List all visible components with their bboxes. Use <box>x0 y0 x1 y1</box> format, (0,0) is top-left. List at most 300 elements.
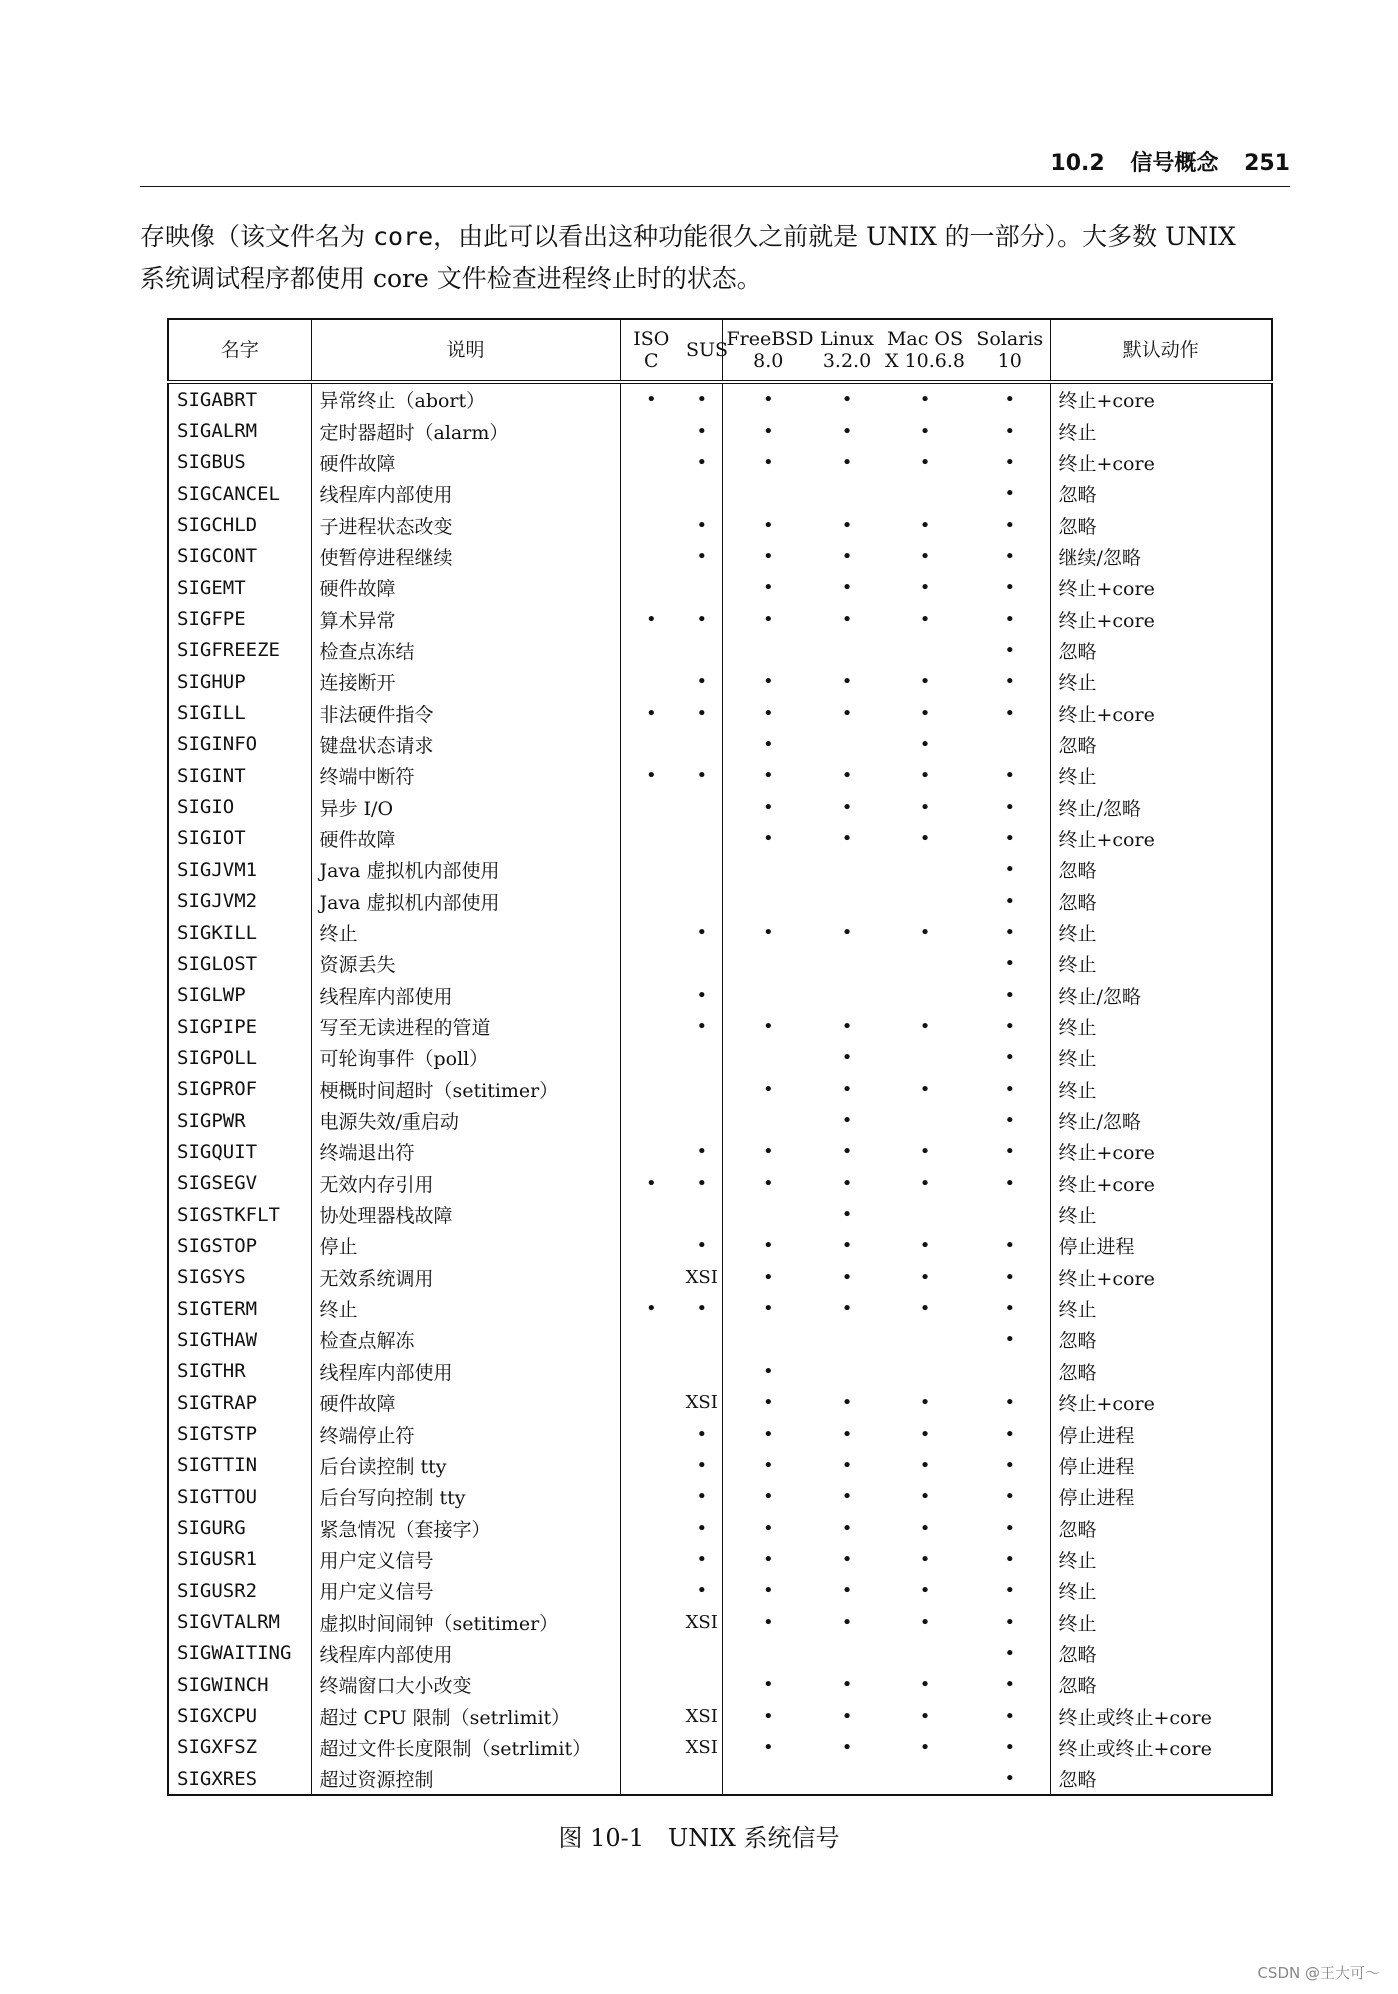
cell-action: 忽略 <box>1050 478 1272 509</box>
cell-sus: • <box>682 1418 722 1449</box>
cell-solaris: • <box>970 917 1050 948</box>
cell-desc: 非法硬件指令 <box>311 697 620 728</box>
cell-isoc <box>620 1638 682 1669</box>
table-row <box>168 697 1272 728</box>
cell-desc: 终端退出符 <box>311 1136 620 1167</box>
table-row <box>168 1168 1272 1199</box>
cell-linux: • <box>841 1172 853 1194</box>
cell-name: SIGCONT <box>168 541 311 572</box>
table-row <box>168 572 1272 603</box>
cell-action: 终止+core <box>1050 823 1272 854</box>
cell-freebsd: • <box>722 1606 814 1637</box>
cell-linux: • <box>841 765 853 787</box>
cell-name: SIGBUS <box>168 447 311 478</box>
cell-macos: • <box>919 1235 931 1257</box>
cell-macos <box>880 948 970 979</box>
cell-action: 忽略 <box>1050 1638 1272 1669</box>
cell-desc: 终端停止符 <box>311 1418 620 1449</box>
cell-linux: • <box>841 514 853 536</box>
cell-isoc <box>620 572 682 603</box>
cell-action: 终止+core <box>1050 1168 1272 1199</box>
cell-macos <box>880 1763 970 1795</box>
table-row <box>168 635 1272 666</box>
cell-desc: 终端中断符 <box>311 760 620 791</box>
cell-solaris: • <box>970 1638 1050 1669</box>
cell-solaris: • <box>970 541 1050 572</box>
cell-macos <box>880 1199 970 1230</box>
cell-action: 忽略 <box>1050 635 1272 666</box>
cell-sus: XSI <box>682 1700 722 1731</box>
cell-isoc <box>620 1700 682 1731</box>
cell-action: 终止/忽略 <box>1050 980 1272 1011</box>
cell-freebsd: • <box>722 1136 814 1167</box>
cell-linux: • <box>841 1266 853 1288</box>
cell-name: SIGSTOP <box>168 1230 311 1261</box>
cell-isoc <box>620 1512 682 1543</box>
cell-linux: • <box>841 1298 853 1320</box>
cell-freebsd: • <box>722 447 814 478</box>
page-number: 251 <box>1244 151 1290 176</box>
cell-isoc <box>620 1262 682 1293</box>
cell-solaris: • <box>970 1606 1050 1637</box>
cell-freebsd: • <box>722 1230 814 1261</box>
cell-solaris <box>970 1199 1050 1230</box>
cell-linux: • <box>841 702 853 724</box>
cell-linux: • <box>841 796 853 818</box>
cell-macos: • <box>919 1172 931 1194</box>
cell-linux <box>814 1356 880 1387</box>
cell-sus: • <box>682 1011 722 1042</box>
cell-sus <box>682 1763 722 1795</box>
cell-freebsd: • <box>722 509 814 540</box>
cell-sus <box>682 823 722 854</box>
cell-linux: • <box>841 1486 853 1508</box>
table-row <box>168 1356 1272 1387</box>
cell-isoc <box>620 1418 682 1449</box>
cell-linux: • <box>841 1110 853 1132</box>
cell-sus: • <box>682 1230 722 1261</box>
cell-name: SIGCHLD <box>168 509 311 540</box>
cell-macos <box>880 635 970 666</box>
cell-action: 终止 <box>1050 666 1272 697</box>
cell-solaris: • <box>970 980 1050 1011</box>
cell-freebsd: • <box>722 541 814 572</box>
cell-sus <box>682 886 722 917</box>
cell-linux: • <box>841 1141 853 1163</box>
cell-desc: 后台写向控制 tty <box>311 1481 620 1512</box>
cell-name: SIGINFO <box>168 729 311 760</box>
table-row <box>168 1700 1272 1731</box>
header-macos: Mac OS X 10.6.8 <box>880 319 970 382</box>
cell-sus <box>682 1638 722 1669</box>
cell-name: SIGABRT <box>168 382 311 415</box>
cell-desc: 用户定义信号 <box>311 1575 620 1606</box>
cell-name: SIGALRM <box>168 415 311 446</box>
cell-name: SIGUSR2 <box>168 1575 311 1606</box>
cell-freebsd <box>722 948 814 979</box>
cell-solaris: • <box>970 1262 1050 1293</box>
cell-isoc <box>620 478 682 509</box>
cell-sus: XSI <box>682 1387 722 1418</box>
cell-freebsd <box>722 1199 814 1230</box>
table-row <box>168 760 1272 791</box>
cell-isoc <box>620 1544 682 1575</box>
cell-solaris <box>970 1356 1050 1387</box>
table-row <box>168 541 1272 572</box>
cell-desc: 紧急情况（套接字） <box>311 1512 620 1543</box>
cell-freebsd: • <box>722 382 814 415</box>
cell-sus: • <box>682 509 722 540</box>
cell-solaris: • <box>970 1669 1050 1700</box>
cell-name: SIGKILL <box>168 917 311 948</box>
table-row <box>168 729 1272 760</box>
cell-sus <box>682 1105 722 1136</box>
cell-name: SIGTERM <box>168 1293 311 1324</box>
cell-freebsd: • <box>722 1512 814 1543</box>
cell-action: 终止 <box>1050 948 1272 979</box>
cell-action: 终止 <box>1050 1544 1272 1575</box>
cell-action: 终止+core <box>1050 1262 1272 1293</box>
cell-solaris: • <box>970 854 1050 885</box>
cell-linux <box>814 1638 880 1669</box>
cell-action: 忽略 <box>1050 1356 1272 1387</box>
cell-macos: • <box>919 1298 931 1320</box>
cell-name: SIGPOLL <box>168 1042 311 1073</box>
cell-sus: • <box>682 1136 722 1167</box>
cell-macos <box>880 980 970 1011</box>
cell-action: 停止进程 <box>1050 1230 1272 1261</box>
table-row <box>168 1324 1272 1355</box>
cell-sus: • <box>682 603 722 634</box>
cell-action: 终止+core <box>1050 572 1272 603</box>
table-row <box>168 1387 1272 1418</box>
cell-action: 终止或终止+core <box>1050 1700 1272 1731</box>
cell-sus <box>682 1074 722 1105</box>
cell-desc: 超过 CPU 限制（setrlimit） <box>311 1700 620 1731</box>
cell-solaris: • <box>970 415 1050 446</box>
cell-action: 停止进程 <box>1050 1481 1272 1512</box>
cell-name: SIGFPE <box>168 603 311 634</box>
table-row <box>168 1638 1272 1669</box>
cell-name: SIGCANCEL <box>168 478 311 509</box>
header-name: 名字 <box>168 319 311 382</box>
table-row <box>168 1763 1272 1795</box>
table-row <box>168 917 1272 948</box>
cell-macos: • <box>919 1392 931 1414</box>
table-row <box>168 1606 1272 1637</box>
table-row <box>168 1450 1272 1481</box>
cell-freebsd <box>722 854 814 885</box>
cell-sus: • <box>682 1293 722 1324</box>
cell-macos: • <box>919 1486 931 1508</box>
cell-sus: • <box>682 1168 722 1199</box>
cell-solaris: • <box>970 886 1050 917</box>
cell-name: SIGTHR <box>168 1356 311 1387</box>
cell-freebsd: • <box>722 1356 814 1387</box>
cell-isoc <box>620 729 682 760</box>
cell-action: 忽略 <box>1050 729 1272 760</box>
cell-sus <box>682 1324 722 1355</box>
cell-macos: • <box>919 389 931 411</box>
table-row <box>168 791 1272 822</box>
cell-sus: • <box>682 980 722 1011</box>
cell-linux: • <box>841 1705 853 1727</box>
cell-action: 忽略 <box>1050 1512 1272 1543</box>
cell-desc: 异常终止（abort） <box>311 382 620 415</box>
cell-freebsd: • <box>722 572 814 603</box>
cell-desc: Java 虚拟机内部使用 <box>311 886 620 917</box>
cell-freebsd: • <box>722 1669 814 1700</box>
cell-desc: 检查点解冻 <box>311 1324 620 1355</box>
cell-desc: 用户定义信号 <box>311 1544 620 1575</box>
cell-freebsd: • <box>722 760 814 791</box>
cell-linux: • <box>841 1580 853 1602</box>
cell-desc: 线程库内部使用 <box>311 980 620 1011</box>
cell-macos: • <box>919 827 931 849</box>
cell-linux: • <box>841 451 853 473</box>
cell-isoc: • <box>620 697 682 728</box>
cell-name: SIGHUP <box>168 666 311 697</box>
cell-isoc <box>620 635 682 666</box>
cell-desc: 硬件故障 <box>311 572 620 603</box>
cell-solaris: • <box>970 382 1050 415</box>
cell-solaris: • <box>970 509 1050 540</box>
table-row <box>168 1136 1272 1167</box>
cell-isoc <box>620 447 682 478</box>
cell-isoc <box>620 1669 682 1700</box>
cell-name: SIGUSR1 <box>168 1544 311 1575</box>
cell-isoc <box>620 1356 682 1387</box>
cell-isoc <box>620 854 682 885</box>
cell-sus <box>682 478 722 509</box>
cell-sus: • <box>682 541 722 572</box>
cell-isoc: • <box>620 760 682 791</box>
table-row <box>168 1011 1272 1042</box>
cell-isoc <box>620 1324 682 1355</box>
cell-sus <box>682 635 722 666</box>
cell-linux: • <box>841 1611 853 1633</box>
cell-macos: • <box>919 577 931 599</box>
cell-isoc <box>620 509 682 540</box>
cell-sus: • <box>682 382 722 415</box>
cell-linux: • <box>841 608 853 630</box>
cell-linux <box>814 1763 880 1795</box>
cell-solaris: • <box>970 1074 1050 1105</box>
table-row <box>168 886 1272 917</box>
cell-linux <box>814 980 880 1011</box>
cell-desc: 使暂停进程继续 <box>311 541 620 572</box>
cell-action: 忽略 <box>1050 509 1272 540</box>
cell-desc: 停止 <box>311 1230 620 1261</box>
cell-macos <box>880 1105 970 1136</box>
cell-isoc: • <box>620 603 682 634</box>
intro-line-1: 存映像（该文件名为 core，由此可以看出这种功能很久之前就是 UNIX 的一部分）。大多数 UNIX <box>140 222 1236 251</box>
cell-isoc <box>620 1230 682 1261</box>
cell-freebsd: • <box>722 1732 814 1763</box>
cell-action: 终止+core <box>1050 447 1272 478</box>
cell-freebsd: • <box>722 1074 814 1105</box>
cell-freebsd: • <box>722 1700 814 1731</box>
table-row <box>168 447 1272 478</box>
cell-desc: 异步 I/O <box>311 791 620 822</box>
table-row <box>168 1262 1272 1293</box>
cell-linux <box>814 1324 880 1355</box>
cell-solaris: • <box>970 1293 1050 1324</box>
cell-name: SIGLOST <box>168 948 311 979</box>
cell-sus: XSI <box>682 1732 722 1763</box>
cell-linux <box>814 886 880 917</box>
cell-linux: • <box>841 1674 853 1696</box>
cell-linux: • <box>841 1736 853 1758</box>
cell-linux: • <box>841 1235 853 1257</box>
cell-linux <box>814 635 880 666</box>
cell-desc: 资源丢失 <box>311 948 620 979</box>
cell-name: SIGJVM2 <box>168 886 311 917</box>
figure-caption: 图 10-1 UNIX 系统信号 <box>558 1824 840 1852</box>
cell-isoc <box>620 541 682 572</box>
cell-macos <box>880 478 970 509</box>
cell-desc: 终端窗口大小改变 <box>311 1669 620 1700</box>
cell-sus <box>682 572 722 603</box>
cell-action: 忽略 <box>1050 854 1272 885</box>
cell-desc: 可轮询事件（poll） <box>311 1042 620 1073</box>
cell-macos: • <box>919 733 931 755</box>
header-desc: 说明 <box>311 319 620 382</box>
cell-name: SIGPROF <box>168 1074 311 1105</box>
table-row <box>168 1481 1272 1512</box>
cell-linux <box>814 478 880 509</box>
table-row <box>168 1544 1272 1575</box>
cell-linux: • <box>841 1423 853 1445</box>
cell-desc: 检查点冻结 <box>311 635 620 666</box>
cell-desc: 连接断开 <box>311 666 620 697</box>
cell-freebsd: • <box>722 1387 814 1418</box>
cell-isoc <box>620 1074 682 1105</box>
cell-freebsd: • <box>722 791 814 822</box>
cell-sus <box>682 1356 722 1387</box>
cell-sus <box>682 729 722 760</box>
cell-linux: • <box>841 577 853 599</box>
cell-macos <box>880 886 970 917</box>
cell-solaris: • <box>970 1732 1050 1763</box>
cell-freebsd: • <box>722 1293 814 1324</box>
cell-linux: • <box>841 389 853 411</box>
cell-isoc <box>620 1042 682 1073</box>
cell-name: SIGTHAW <box>168 1324 311 1355</box>
cell-action: 停止进程 <box>1050 1450 1272 1481</box>
cell-freebsd: • <box>722 1481 814 1512</box>
cell-solaris: • <box>970 1324 1050 1355</box>
cell-sus <box>682 854 722 885</box>
cell-freebsd: • <box>722 415 814 446</box>
cell-solaris: • <box>970 1168 1050 1199</box>
cell-name: SIGPIPE <box>168 1011 311 1042</box>
cell-action: 终止+core <box>1050 382 1272 415</box>
cell-macos: • <box>919 1141 931 1163</box>
cell-isoc: • <box>620 1293 682 1324</box>
cell-freebsd: • <box>722 917 814 948</box>
cell-linux <box>814 729 880 760</box>
cell-solaris: • <box>970 948 1050 979</box>
cell-freebsd <box>722 1105 814 1136</box>
cell-solaris: • <box>970 1042 1050 1073</box>
cell-desc: 硬件故障 <box>311 1387 620 1418</box>
cell-isoc <box>620 917 682 948</box>
cell-macos: • <box>919 1611 931 1633</box>
cell-name: SIGTSTP <box>168 1418 311 1449</box>
cell-name: SIGINT <box>168 760 311 791</box>
header-linux: Linux 3.2.0 <box>814 319 880 382</box>
cell-freebsd <box>722 886 814 917</box>
cell-macos: • <box>919 702 931 724</box>
cell-solaris: • <box>970 1481 1050 1512</box>
table-row <box>168 823 1272 854</box>
cell-linux: • <box>841 827 853 849</box>
cell-sus <box>682 1042 722 1073</box>
cell-action: 继续/忽略 <box>1050 541 1272 572</box>
cell-macos: • <box>919 1674 931 1696</box>
cell-freebsd: • <box>722 823 814 854</box>
table-row <box>168 603 1272 634</box>
section-title: 信号概念 <box>1130 151 1219 176</box>
cell-macos: • <box>919 1266 931 1288</box>
cell-isoc <box>620 1011 682 1042</box>
table-row <box>168 854 1272 885</box>
cell-name: SIGQUIT <box>168 1136 311 1167</box>
cell-name: SIGVTALRM <box>168 1606 311 1637</box>
cell-name: SIGLWP <box>168 980 311 1011</box>
cell-linux: • <box>841 671 853 693</box>
cell-action: 终止+core <box>1050 697 1272 728</box>
cell-name: SIGEMT <box>168 572 311 603</box>
cell-linux: • <box>841 1047 853 1069</box>
intro-paragraph <box>140 216 1300 300</box>
cell-solaris: • <box>970 478 1050 509</box>
cell-desc: 线程库内部使用 <box>311 478 620 509</box>
cell-macos <box>880 1324 970 1355</box>
cell-action: 终止 <box>1050 1293 1272 1324</box>
cell-desc: 无效系统调用 <box>311 1262 620 1293</box>
cell-isoc <box>620 1387 682 1418</box>
cell-desc: 无效内存引用 <box>311 1168 620 1199</box>
watermark: CSDN @王大可～ <box>1257 1964 1380 1982</box>
cell-freebsd: • <box>722 1011 814 1042</box>
table-row <box>168 1199 1272 1230</box>
cell-sus: • <box>682 1575 722 1606</box>
cell-desc: 电源失效/重启动 <box>311 1105 620 1136</box>
cell-sus: • <box>682 760 722 791</box>
header-freebsd: FreeBSD 8.0 <box>722 319 814 382</box>
cell-sus <box>682 948 722 979</box>
cell-name: SIGPWR <box>168 1105 311 1136</box>
cell-name: SIGXRES <box>168 1763 311 1795</box>
cell-linux: • <box>841 1454 853 1476</box>
table-row <box>168 948 1272 979</box>
cell-sus: • <box>682 917 722 948</box>
cell-action: 终止 <box>1050 1042 1272 1073</box>
cell-isoc <box>620 886 682 917</box>
table-header-row <box>168 319 1272 382</box>
cell-desc: 硬件故障 <box>311 447 620 478</box>
cell-solaris: • <box>970 1763 1050 1795</box>
cell-name: SIGSEGV <box>168 1168 311 1199</box>
cell-macos: • <box>919 1016 931 1038</box>
cell-name: SIGSTKFLT <box>168 1199 311 1230</box>
cell-freebsd: • <box>722 1544 814 1575</box>
cell-name: SIGIO <box>168 791 311 822</box>
cell-isoc <box>620 980 682 1011</box>
cell-name: SIGSYS <box>168 1262 311 1293</box>
